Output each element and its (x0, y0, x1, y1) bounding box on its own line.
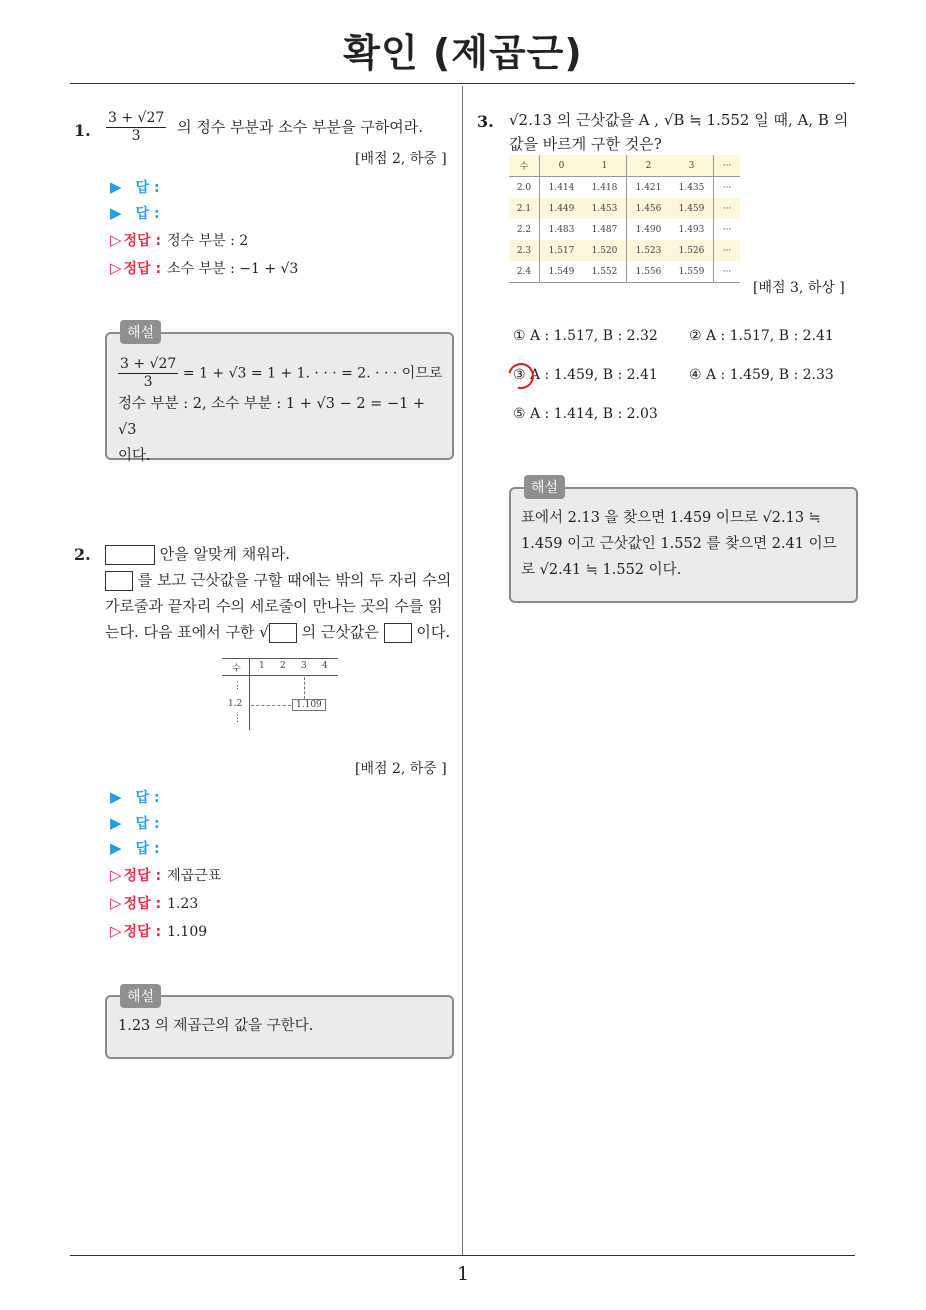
table-row: 2.2 1.483 1.487 1.490 1.493 ··· (509, 219, 740, 240)
selected-answer-circle-icon (503, 358, 539, 394)
table-header-rule (222, 675, 338, 676)
question-2-score: [배점 2, 하중 ] (355, 761, 447, 777)
question-2-number: 2. (74, 545, 91, 564)
table-dashed-horizontal (251, 705, 291, 706)
answer-blank (384, 623, 412, 643)
q3-square-root-table (509, 155, 740, 283)
play-icon: ▶ (110, 204, 122, 222)
triangle-outline-icon: ▷ (110, 894, 122, 912)
question-1-text: $\frac{3 + √27}{3}$ 의 정수 부분과 소수 부분을 구하여라. (108, 110, 424, 144)
q1-explanation-text: $\frac{3 + √27}{3}$ = 1 + √3 = 1 + 1. · · · = 2. · · · 이므로 정수 부분 : 2, 소수 부분 : 1 + √3 − 2 = −1 + √3 이다. (118, 356, 443, 464)
choice-4[interactable]: ④ A : 1.459, B : 2.33 (689, 367, 834, 383)
q1-correct-2: ▷ 정답 : 소수 부분 : −1 + √3 (110, 259, 299, 277)
table-top-rule (222, 658, 338, 659)
table-header-row: 수 0 1 2 3 ··· (509, 155, 740, 177)
q1-explanation-badge: 해설 (120, 320, 161, 344)
table-row: 2.1 1.449 1.453 1.456 1.459 ··· (509, 198, 740, 219)
column-divider (462, 86, 463, 1256)
question-3-score: [배점 3, 하상 ] (753, 280, 845, 296)
choice-5[interactable]: ⑤ A : 1.414, B : 2.03 (513, 406, 658, 422)
answer-blank (105, 571, 133, 591)
triangle-outline-icon: ▷ (110, 922, 122, 940)
q2-lookup-table: 수 1 2 3 4 ⋮ 1.2 ⋮ 1.109 (222, 658, 340, 730)
choice-1[interactable]: ① A : 1.517, B : 2.32 (513, 328, 658, 344)
question-2-text: 안을 알맞게 채워라. 를 보고 근삿값을 구할 때에는 밖의 두 자리 수의 가로줄과 끝자리 수의 세로줄이 만나는 곳의 수를 읽 는다. 다음 표에서 구한 √ 의 근삿값은 이다. (105, 545, 452, 641)
q3-explanation-badge: 해설 (524, 475, 565, 499)
table-row: 2.3 1.517 1.520 1.523 1.526 ··· (509, 240, 740, 261)
table-dashed-vertical (304, 677, 305, 699)
q2-correct-1: ▷ 정답 : 제곱근표 (110, 866, 222, 884)
q1-answer-1: ▶ 답 : (110, 178, 160, 196)
q1-answer-2: ▶ 답 : (110, 204, 160, 222)
play-icon: ▶ (110, 814, 122, 832)
footer-rule (70, 1255, 855, 1256)
triangle-outline-icon: ▷ (110, 866, 122, 884)
question-1-number: 1. (74, 121, 91, 140)
triangle-outline-icon: ▷ (110, 231, 122, 249)
header-rule (70, 83, 855, 84)
q2-correct-3: ▷ 정답 : 1.109 (110, 922, 208, 940)
play-icon: ▶ (110, 788, 122, 806)
question-1-fraction: $\frac{3 + √27}{3}$ (108, 110, 165, 144)
choice-3[interactable]: ③ A : 1.459, B : 2.41 (513, 367, 658, 383)
play-icon: ▶ (110, 178, 122, 196)
page-number: 1 (456, 1263, 470, 1285)
answer-blank (269, 623, 297, 643)
q2-correct-2: ▷ 정답 : 1.23 (110, 894, 199, 912)
q2-answer-2: ▶ 답 : (110, 814, 160, 832)
q2-answer-3: ▶ 답 : (110, 839, 160, 857)
table-row: 2.4 1.549 1.552 1.556 1.559 ··· (509, 261, 740, 283)
table-column-rule (249, 658, 250, 730)
answer-blank (105, 545, 155, 565)
table-row: 2.0 1.414 1.418 1.421 1.435 ··· (509, 177, 740, 199)
question-3-number: 3. (477, 112, 494, 131)
triangle-outline-icon: ▷ (110, 259, 122, 277)
question-3-text: √2.13 의 근삿값을 A , √B ≒ 1.552 일 때, A, B 의 값을 바르게 구한 것은? (509, 111, 849, 153)
play-icon: ▶ (110, 839, 122, 857)
question-1-score: [배점 2, 하중 ] (355, 151, 447, 167)
choice-2[interactable]: ② A : 1.517, B : 2.41 (689, 328, 834, 344)
q1-correct-1: ▷ 정답 : 정수 부분 : 2 (110, 231, 249, 249)
q2-explanation-text: 1.23 의 제곱근의 값을 구한다. (118, 1018, 314, 1034)
q3-explanation-text: 표에서 2.13 을 찾으면 1.459 이므로 √2.13 ≒ 1.459 이고 근삿값인 1.552 를 찾으면 2.41 이므 로 √2.41 ≒ 1.552 이다. (521, 510, 837, 578)
page-title: 확인 (제곱근) (343, 31, 583, 75)
q2-answer-1: ▶ 답 : (110, 788, 160, 806)
q2-explanation-badge: 해설 (120, 984, 161, 1008)
